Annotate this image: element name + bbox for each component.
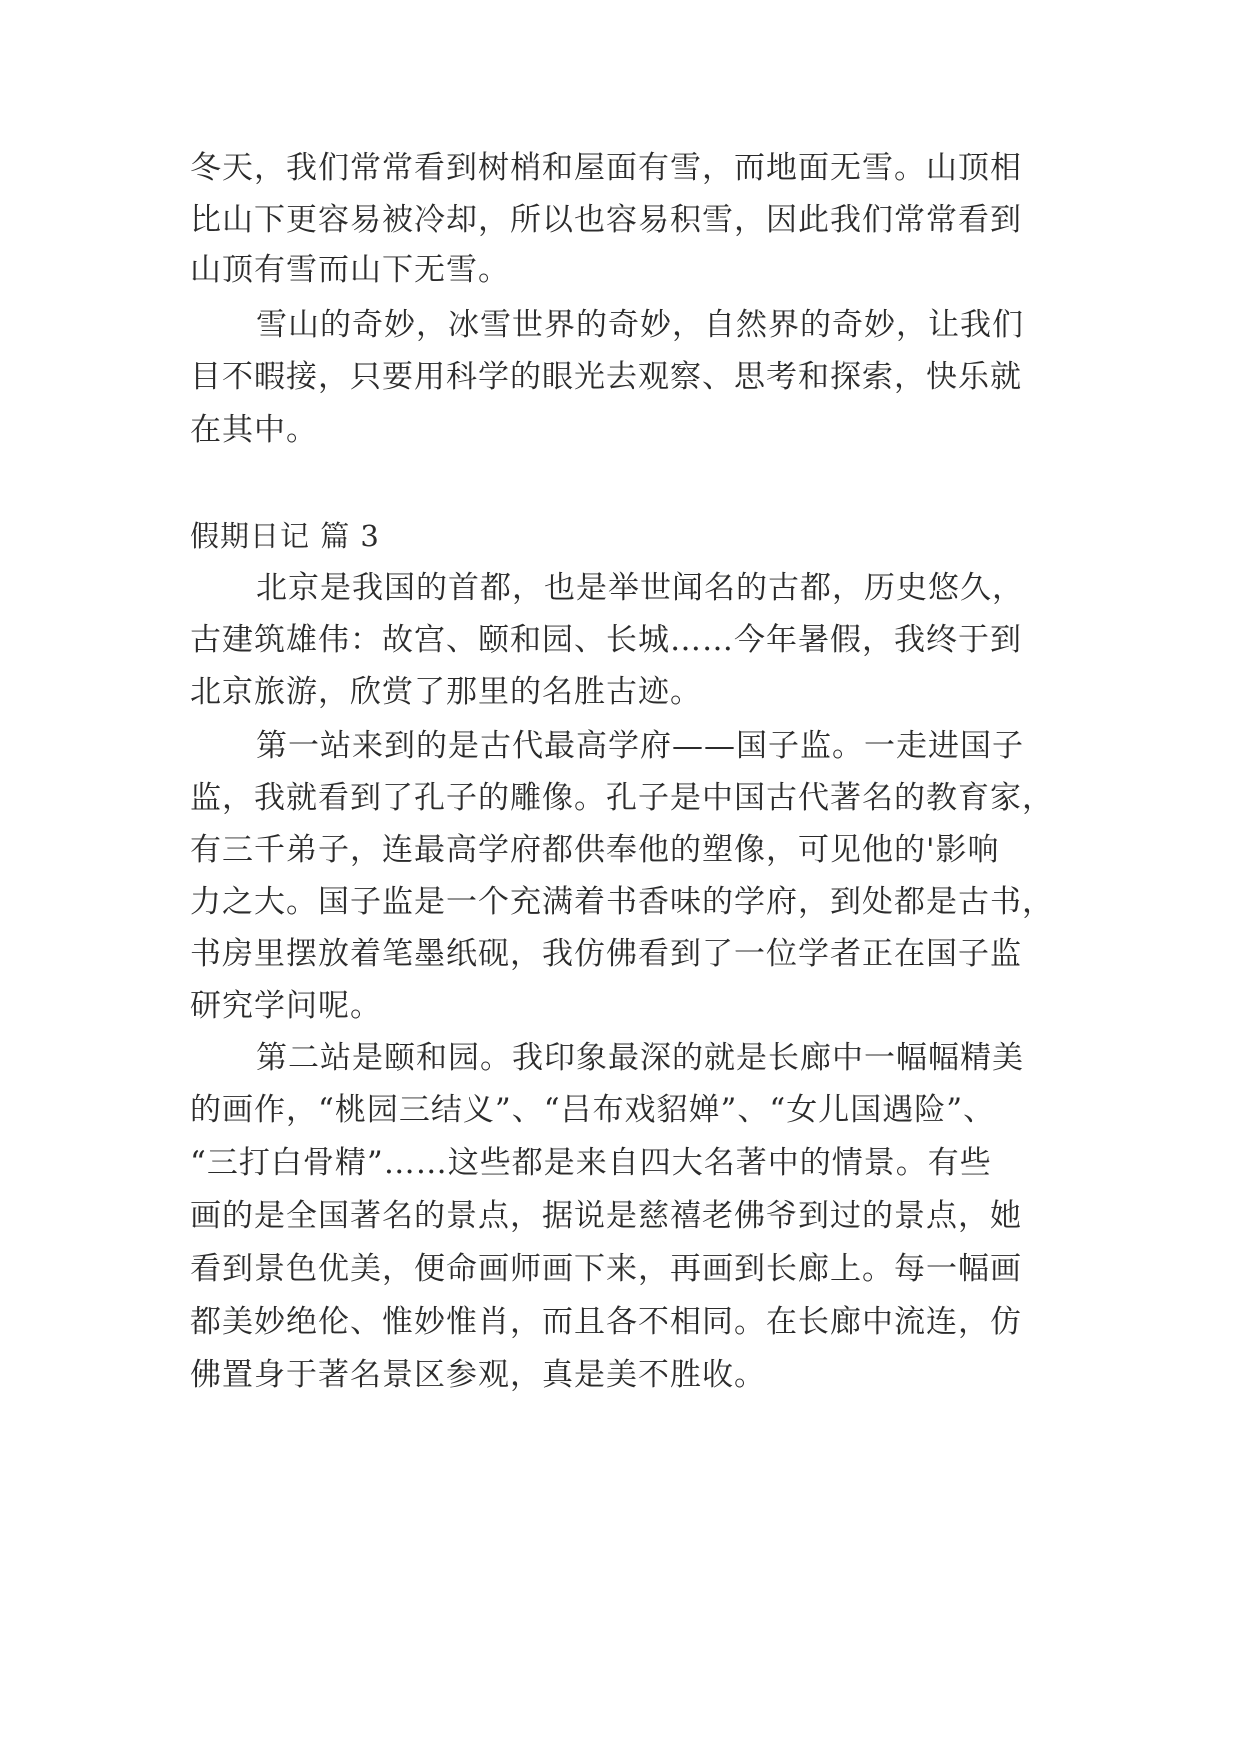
text-line: 力之大。国子监是一个充满着书香味的学府，到处都是古书， [190, 884, 1054, 920]
text-line: 在其中。 [190, 412, 318, 448]
section-title: 假期日记 篇 3 [190, 519, 380, 553]
text-line: 北京是我国的首都，也是举世闻名的古都，历史悠久， [256, 570, 1024, 606]
text-line: 冬天，我们常常看到树梢和屋面有雪，而地面无雪。山顶相 [190, 150, 1022, 186]
text-line: 的画作，“桃园三结义”、“吕布戏貂婵”、“女儿国遇险”、 [190, 1092, 996, 1128]
text-line: “三打白骨精”……这些都是来自四大名著中的情景。有些 [190, 1145, 992, 1181]
text-line: 比山下更容易被冷却，所以也容易积雪，因此我们常常看到 [190, 202, 1022, 238]
text-line: 佛置身于著名景区参观，真是美不胜收。 [190, 1357, 766, 1393]
text-line: 第二站是颐和园。我印象最深的就是长廊中一幅幅精美 [256, 1040, 1024, 1076]
text-line: 北京旅游，欣赏了那里的名胜古迹。 [190, 674, 702, 710]
text-line: 看到景色优美，便命画师画下来，再画到长廊上。每一幅画 [190, 1251, 1022, 1287]
text-line: 古建筑雄伟：故宫、颐和园、长城……今年暑假，我终于到 [190, 622, 1022, 658]
text-line: 研究学问呢。 [190, 988, 382, 1024]
text-line: 第一站来到的是古代最高学府——国子监。一走进国子 [256, 728, 1024, 764]
text-line: 监，我就看到了孔子的雕像。孔子是中国古代著名的教育家， [190, 780, 1054, 816]
text-line: 雪山的奇妙，冰雪世界的奇妙，自然界的奇妙，让我们 [256, 307, 1024, 343]
text-line: 山顶有雪而山下无雪。 [190, 252, 510, 288]
text-line: 书房里摆放着笔墨纸砚，我仿佛看到了一位学者正在国子监 [190, 936, 1022, 972]
text-line: 有三千弟子，连最高学府都供奉他的塑像，可见他的'影响 [190, 832, 1000, 868]
text-line: 画的是全国著名的景点，据说是慈禧老佛爷到过的景点，她 [190, 1198, 1022, 1234]
text-line: 都美妙绝伦、惟妙惟肖，而且各不相同。在长廊中流连，仿 [190, 1304, 1022, 1340]
text-line: 目不暇接，只要用科学的眼光去观察、思考和探索，快乐就 [190, 359, 1022, 395]
